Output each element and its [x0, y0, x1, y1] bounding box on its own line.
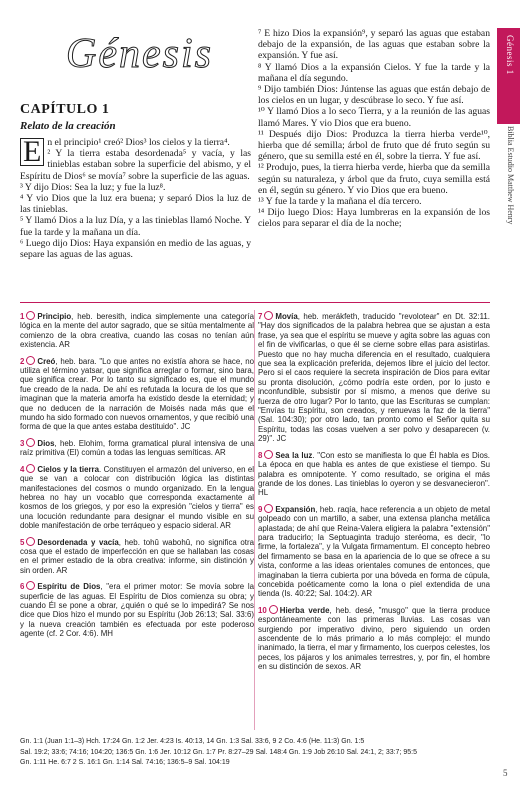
note-icon — [26, 438, 35, 447]
study-note: 9 Expansión, heb. raqía, hace referencia a un objeto de metal golpeado con un martillo, a saber, una extensa plancha metálica aplastada; de ahí que Reina-Valera eligiera la palabra "extensión" para traducirlo; la Septuaginta tradujo steréoma, es decir, "lo firme, la fortaleza", y la Vulgata firmamentum. El concepto hebreo del firmamento se basa en la apariencia de lo que se ofrece a su vista, conforme a las ideas orientales comunes de entonces, que imaginaban la tierra cubierta por una bóveda en forma de cúpula, concebida poéticamente como la lona o piel extendida de una tienda (Is. 40:22; Sal. 104:2). AR — [258, 504, 490, 599]
note-icon — [264, 311, 273, 320]
notes-left-column — [20, 311, 254, 645]
verse-7: ⁷ E hizo Dios la expansión⁹, y separó las aguas que estaban debajo de la expansión, de las aguas que estaban sobre la expansión. Y fue así. — [258, 28, 490, 62]
note-icon — [269, 605, 278, 614]
study-note: 4 Cielos y la tierra. Constituyen el armazón del universo, en el que se van a colocar con distribución lógica las distintas manifestaciones del cosmos o mundo organizado. En la lengua hebrea no hay un vocablo que corresponda exactamente al kosmos de los griegos, y por eso la expresión "cielos y tierra" es una locución redundante para designar el mundo visible en su doble manifestación de orbe terráqueo y espacio sideral. AR — [20, 464, 255, 531]
note-icon — [26, 464, 35, 473]
study-note: 6 Espíritu de Dios, "era el primer motor: Se movía sobre la superficie de las aguas. El Espíritu de Dios comienza su obra; y cuando Él se pone a obrar, ¿quién o qué se lo impedirá? Se nos dice que Dios hizo el mundo por su Espíritu (Job 26:13; Sal. 33:6) y la nueva creación también es efectuada por este poderoso agente (cf. 2 Cor. 4:6). MH — [20, 582, 254, 639]
verse-5: ⁵ Y llamó Dios a la luz Día, y a las tinieblas llamó Noche. Y fue la tarde y la mañana un día. — [20, 215, 251, 238]
cross-ref-line: Gn. 1:11 He. 6:7 2 S. 16:1 Gn. 1:14 Sal. 74:16; 136:5–9 Sal. 104:19 — [20, 759, 230, 767]
verse-4: ⁴ Y vio Dios que la luz era buena; y separó Dios la luz de las tinieblas. — [20, 193, 251, 216]
study-note: 10 Hierba verde, heb. desé, "musgo" que la tierra produce espontáneamente con las primeras lluvias. Las cosas van surgiendo por imperativo divino, pero siguiendo un orden ascendente de lo más primario a lo más complejo: el mundo inanimado, la tierra, el mar y firmamento, los cuerpos celestes, los peces, los pájaros y los animales terrestres, y, por fin, el hombre en su distinción de sexos. AR — [258, 605, 490, 672]
verse-2: ² Y la tierra estaba desordenada⁵ y vacía, y las tinieblas estaban sobre la superficie del abismo, y el Espíritu de Dios⁶ se movía⁷ sobre la superficie de las aguas. — [20, 148, 251, 182]
notes-column-divider — [254, 310, 255, 730]
study-note: 3 Dios, heb. Elohim, forma gramatical plural intensiva de una raíz primitiva (El) común a todas las lenguas semíticas. AR — [20, 438, 254, 458]
cross-references — [20, 737, 490, 769]
verses-left-column — [20, 137, 251, 260]
verse-3: ³ Y dijo Dios: Sea la luz; y fue la luz⁸. — [20, 181, 166, 193]
verse-6: ⁶ Luego dijo Dios: Haya expansión en medio de las aguas, y separe las aguas de las aguas. — [20, 237, 251, 261]
study-note: 7 Movía, heb. merákfeth, traducido "revolotear" en Dt. 32:11. "Hay dos significados de la palabra hebrea que se ajustan a esta frase, ya sea que el espíritu se mueve y agita sobre las aguas con el fin de vivificarlas, o que él se cierne sobre ellas para asistirlas. Puesto que no hay mucha diferencia en el resultado, cualquiera que sea la explicación preferida, dejemos libre el juicio del lector. Pero si el caos requiere la secreta inspiración de Dios para evitar su pronta disolución, ¿cómo podría este orden, por lo justo e inconfundible, subsistir por sí mismo, a menos que derive su fuerza de otro lugar? Por lo tanto, que las Escrituras se cumplan: "Envías tu Espíritu, son creados, y renuevas la faz de la tierra" (Sal. 104:30); por otro lado, tan pronto como el Señor quita su Espíritu, todas las cosas vuelven a ser polvo y desaparecen (v. 29)". JC — [258, 312, 490, 444]
verses-right-column — [258, 28, 490, 230]
study-note: 8 Sea la luz. "Con esto se manifiesta lo que Él habla es Dios. La época en que habla es antes de que existiese el tiempo. Su palabra es omnipotente. Y como resultado, se origina el más grande de los dones. Las tinieblas lo oyeron y se desvanecieron". HL — [258, 450, 490, 498]
section-divider — [20, 302, 490, 303]
note-icon — [26, 581, 35, 590]
page-number: 5 — [503, 768, 508, 778]
chapter-heading: CAPÍTULO 1 — [20, 102, 110, 117]
notes-right-column — [258, 311, 490, 678]
study-note: 2 Creó, heb. bara. "Lo que antes no existía ahora se hace, no utiliza el término yatsar, que significa arreglar o formar, sino bara, que significa crear. Por lo tanto su significado es, que el mundo fue creado de la nada. De ahí es refutada la locura de los que se imaginan que la materia amorfa ha existido desde la eternidad; y que no deducen de la narración de Moisés nada más que el mundo ha sido formado con nuevos ornamentos, y que recibió una forma de que la que antes estaba destituido". JC — [20, 356, 254, 432]
verse-8: ⁸ Y llamó Dios a la expansión Cielos. Y fue la tarde y la mañana el día segundo. — [258, 61, 490, 84]
verse-14: ¹⁴ Dijo luego Dios: Haya lumbreras en la expansión de los cielos para separar el día de la noche; — [258, 207, 490, 230]
verse-12: ¹² Produjo, pues, la tierra hierba verde, hierba que da semilla según su naturaleza, y árbol que da fruto, cuya semilla está en él, según su género. Y vio Dios que era bueno. — [258, 162, 490, 196]
note-icon — [26, 537, 35, 546]
study-note: 5 Desordenada y vacía, heb. tohû wabohû, no significa otra cosa que el estado de imperfección en que se hallaban las cosas en el primer estadio de la obra creativa: informe, sin distinción y sin orden. AR — [20, 537, 254, 575]
verse-11: ¹¹ Después dijo Dios: Produzca la tierra hierba verde¹⁰, hierba que dé semilla; árbol de fruto que dé fruto según su género, que su semilla esté en él, sobre la tierra. Y fue así. — [258, 128, 490, 163]
section-title: Relato de la creación — [20, 120, 116, 132]
cross-ref-line: Sal. 19:2; 33:6; 74:16; 104:20; 136:5 Gn. 1:6 Jer. 10:12 Gn. 1:7 Pr. 8:27–29 Sal. 148:4 Gn. 1:9 Job 26:10 Sal. 24:1, 2; 33:7; 95:5 — [20, 748, 417, 756]
note-icon — [264, 504, 273, 513]
note-icon — [26, 356, 35, 365]
verse-10: ¹⁰ Y llamó Dios a lo seco Tierra, y a la reunión de las aguas llamó Mares. Y vio Dios que era bueno. — [258, 106, 490, 129]
study-note: 1 Principio, heb. beresith, indica simplemente una categoría lógica en la mente del autor sagrado, que se sitúa mentalmente al comienzo de la obra creativa, cuando las cosas no tenían aún existencia. AR — [20, 312, 254, 350]
note-icon — [264, 450, 273, 459]
cross-ref-line: Gn. 1:1 (Juan 1:1–3) Hch. 17:24 Gn. 1:2 Jer. 4:23 Is. 40:13, 14 Gn. 1:3 Sal. 33:6, 9 2 Co. 4:6 (He. 11:3) Gn. 1:5 — [20, 738, 365, 745]
dropcap: E — [20, 138, 44, 166]
verse-13: ¹³ Y fue la tarde y la mañana el día tercero. — [258, 196, 422, 208]
note-icon — [26, 311, 35, 320]
side-label: Biblia Estudio Matthew Henry — [506, 126, 515, 225]
verse-1: E n el principio¹ creó² Dios³ los cielos y la tierra⁴. — [20, 137, 251, 148]
verse-9: ⁹ Dijo también Dios: Júntense las aguas que están debajo de los cielos en un lugar, y descúbrase lo seco. Y fue así. — [258, 84, 490, 107]
book-tab-label: Génesis 1 — [505, 35, 515, 75]
book-title: Génesis — [66, 31, 213, 77]
